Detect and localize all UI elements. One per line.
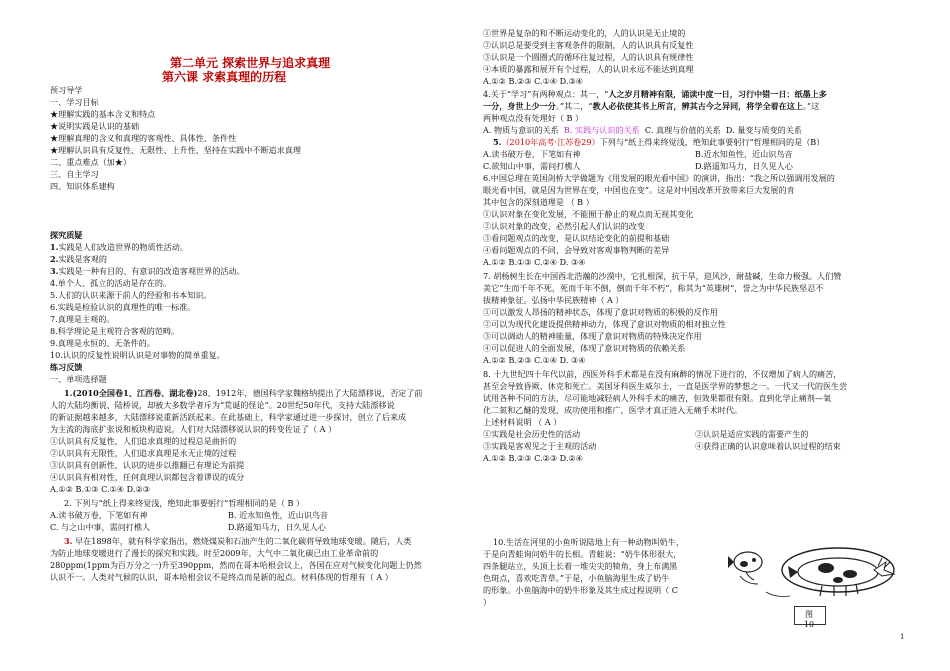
q3-line: 3. 早在1898年，就有科学家指出，燃烧煤炭和石油产生的二氧化碳将导致地球变暖。随后，人类 <box>64 536 412 546</box>
q3-line: 280ppm(1ppm为百万分之一)升至390ppm，然而在哥本哈根会议上，各国在应对气候变化问题上仍然 <box>50 560 422 570</box>
q8-line: 甚至会导致昏厥、休克和死亡。美国牙科医生威尔士，一直是医学界的梦想之一。一代又一代的医生尝 <box>483 381 848 391</box>
q7-option: ②可以为现代化建设提供精神动力，体现了意识对物质的相对独立性 <box>483 319 726 329</box>
q8-note: 上述材料说明 （ A ） <box>483 417 562 427</box>
key-points-heading: 二、重点难点（加★） <box>50 157 131 167</box>
q10-line: 色斑点，喜欢吃青草。”于是，小鱼脑海里生成了奶牛 <box>483 573 670 583</box>
inquiry-item: 10.认识的反复性说明认识是对事物的简单重复。 <box>50 350 225 360</box>
q6-line: 其中包含的深刻道理是 （ B ） <box>483 197 594 207</box>
q6-option: ③看问题观点的改变，是认识结论变化的前提和基础 <box>483 233 670 243</box>
q3-line: 为防止地球变暖进行了漫长的探究和实践。时至2009年，大气中二氧化碳已由工业革命前的 <box>50 548 379 558</box>
inquiry-item: 5.人们的认识来源于前人的经验和书本知识。 <box>50 290 212 300</box>
q3-option: ④本质的暴露和展开有个过程，人的认识永远不能达到真理 <box>483 64 694 74</box>
q3-answers: A.①② B.②③ C.①④ D.③④ <box>483 76 583 86</box>
q4-line: 一分，身世上少一分。”其二，“教人必依使其书上所言，辨其古今之异同，将学全着在这上。”这 <box>483 101 820 111</box>
q6-answers: A.①② B.①③ C.②④ D. ③④ <box>483 257 586 267</box>
inquiry-item: 4.单个人、孤立的活动是存在的。 <box>50 278 172 288</box>
q7-option: ①可以激发人昂扬的精神状态，体现了意识对物质的积极的反作用 <box>483 307 718 317</box>
q7-answers: A.①② B.②③ C.①④ D. ③④ <box>483 355 586 365</box>
inquiry-item: 8.科学理论是主观符合客观的范畴。 <box>50 326 180 336</box>
q5-option-d: D.路遥知马力，日久见人心 <box>695 161 793 171</box>
q1-answers: A.①② B.①③ C.①④ D.②③ <box>50 484 150 494</box>
inquiry-heading: 探究质疑 <box>50 230 83 240</box>
goal-item: ★理解真理的含义和真理的客观性、具体性、条件性 <box>50 133 237 143</box>
q3-option: ②认识总是要受到主客观条件的限制，人的认识具有反复性 <box>483 40 694 50</box>
q6-line: 眼光看中国，就是因为世界在变，中国也在变”。这是对中国改革开放带来巨大发展的肯 <box>483 185 795 195</box>
q4-line: 4.关于“学习”有两种观点：其一，“人之岁月精神有限，诵读中度一日，习行中错一日：纸墨上多 <box>483 89 827 99</box>
q1-option: ②认识具有无限性，人们追求真理是永无止境的过程 <box>50 448 237 458</box>
q1-option: ③认识具有创新性，认识的进步以推翻已有理论为前提 <box>50 460 245 470</box>
q6-option: ②认识对象的改变，必然引起人们认识的改变 <box>483 221 645 231</box>
q10-line: 于是向青蛙询问奶牛的长相。青蛙说：“奶牛体形很大， <box>483 549 682 559</box>
q2-option-a: A.读书破万卷，下笔如有神 <box>50 510 148 520</box>
q8-answers: A.①② B.②③ C.②③ D.②④ <box>483 453 583 463</box>
q3-option: ①世界是复杂的和不断运动变化的，人的认识是无止境的 <box>483 28 686 38</box>
inquiry-item: 1.实践是人们改造世界的物质性活动。 <box>50 242 188 252</box>
inquiry-item: 3.实践是一种有目的、有意识的改造客观世界的活动。 <box>50 266 245 276</box>
q10-line: 的形象。小鱼脑海中的奶牛形象及其生成过程说明（ C <box>483 585 678 595</box>
q7-option: ④可以促进人的全面发展，体现了意识对物质的依赖关系 <box>483 343 686 353</box>
single-choice-heading: 一、单项选择题 <box>50 374 107 384</box>
q8-line: 化二氮和乙醚的发现，成功使用和推广，医学才真正进入无痛手术时代。 <box>483 405 743 415</box>
figure-label: 图 10 <box>803 610 815 629</box>
inquiry-item: 7.真理是主观的。 <box>50 314 115 324</box>
q5-option-b: B.近水知鱼性，近山识鸟音 <box>695 149 793 159</box>
q1-line: 的新证据越来越多，大陆漂移说重新活跃起来。在此基础上，科学家通过进一步探讨，创立了后来成 <box>50 412 407 422</box>
page-number: 1 <box>900 633 905 641</box>
q6-option: ④看问题观点的不同，会导致对客观事物判断的差异 <box>483 245 670 255</box>
q1-option: ①认识具有反复性，人们追求真理的过程总是曲折的 <box>50 436 237 446</box>
q6-option: ①认识对象在变化发展，不能囿于静止的观点而无视其变化 <box>483 209 694 219</box>
preview-heading: 预习导学 <box>50 85 83 95</box>
self-study-heading: 三、自主学习 <box>50 169 99 179</box>
practice-heading: 练习反馈 <box>50 362 83 372</box>
q3-option: ③认识是一个圆圈式的循环往复过程，人的认识具有规律性 <box>483 52 694 62</box>
q2-option-c: C. 与之山中事，需问打樵人 <box>50 522 151 532</box>
q2-option-d: D.路遥知马力，日久见人心 <box>228 522 326 532</box>
q6-line: 6.中国总理在英国剑桥大学做题为《用发展的眼光看中国》的演讲，指出：“我之所以强调用发展的 <box>483 173 835 183</box>
q1-option: ④认识具有相对性，任何真理认识都包含着谬误的成分 <box>50 472 245 482</box>
q8-option: ①实践是社会历史性的活动 <box>483 429 581 439</box>
q1-line: 为主流的海底扩张说和板块构造说。人们对大陆漂移说认识的转变佐证了（ A ） <box>50 424 337 434</box>
goal-item: ★说明实践是认识的基础 <box>50 121 140 131</box>
q10-line: ） <box>483 597 492 607</box>
q5-option-c: C.欲知山中事，需问打樵人 <box>483 161 581 171</box>
q2-stem: 2. 下列与“纸上得来终觉浅，绝知此事要躬行”哲理相同的是（ B ） <box>64 498 305 508</box>
q4-answers: A. 物质与意识的关系 B. 实践与认识的关系 C. 真理与价值的关系 D. 量变与质变的关系 <box>483 125 802 135</box>
knowledge-heading: 四、知识体系建构 <box>50 181 115 191</box>
q8-option: ②认识是适应实践的需要产生的 <box>695 429 809 439</box>
q7-line: 拔精神象征。弘扬中华民族精神（ A ） <box>483 295 624 305</box>
q5-option-a: A.读书破万卷，下笔如有神 <box>483 149 581 159</box>
inquiry-item: 9.真理是永恒的、无条件的。 <box>50 338 155 348</box>
q8-option: ③实践是客观见之于主观的活动 <box>483 441 597 451</box>
goal-item: ★理解实践的基本含义和特点 <box>50 109 156 119</box>
q8-line: 8. 十九世纪四十年代以前，西医外科手术都是在没有麻醉的情况下进行的，不仅增加了病人的痛苦， <box>483 369 842 379</box>
unit-title: 第二单元 探索世界与追求真理 <box>170 56 331 70</box>
q7-line: 美它“生而千年不死，死而千年不倒，倒而千年不朽”，称其为“英雄树”，誉之为中华民族坚忍不 <box>483 283 824 293</box>
goals-heading: 一、学习目标 <box>50 97 99 107</box>
q1-line: 人的大陆均衡说、陆桥说，却被大多数学者斥为“荒诞的怪论”。20世纪50年代，支持大陆漂移说 <box>50 400 395 410</box>
q5-stem: 5.（2010年高考·江苏卷29）下列与“纸上得来终觉浅，绝知此事要躬行”哲理相同的是（B） <box>493 137 825 147</box>
q8-line: 试用各种不同的方法，尽可能地减轻病人外科手术的痛苦，但效果都很有限。直到化学止痛剂—氧 <box>483 393 832 403</box>
q7-option: ③可以调动人的精神能量，体现了意识对物质的特殊决定作用 <box>483 331 702 341</box>
fish-cow-figure <box>726 540 896 614</box>
q4-line: 两种观点没有处理好（ B ） <box>483 113 584 123</box>
q8-option: ④获得正确的认识意味着认识过程的结束 <box>695 441 841 451</box>
q7-line: 7. 胡杨树生长在中国西北浩瀚的沙漠中，它扎根深，抗干旱，迎风沙，耐盐碱，生命力极强。人们赞 <box>483 271 842 281</box>
q3-line: 认识不一。人类对气候的认识，哥本哈根会议不是终点而是新的起点。材料体现的哲理有（ A ） <box>50 572 393 582</box>
inquiry-item: 6.实践是检验认识的真理性的唯一标准。 <box>50 302 196 312</box>
goal-item: ★理解认识具有反复性、无限性、上升性，坚持在实践中不断追求真理 <box>50 145 301 155</box>
q2-option-b: B. 近水知鱼性，近山识鸟音 <box>228 510 329 520</box>
q10-line: 10.生活在河里的小鱼听说陆地上有一种动物叫奶牛， <box>493 537 684 547</box>
inquiry-item: 2.实践是客观的 <box>50 254 108 264</box>
q10-line: 四条腿站立，头顶上长着一堆尖尖的犄角，身上布满黑 <box>483 561 678 571</box>
q1-line: 1.(2010全国卷1、江西卷、湖北卷)28、1912年，德国科学家魏格纳提出了大陆漂移说，否定了前 <box>64 388 423 398</box>
lesson-title: 第六课 求索真理的历程 <box>162 70 287 84</box>
